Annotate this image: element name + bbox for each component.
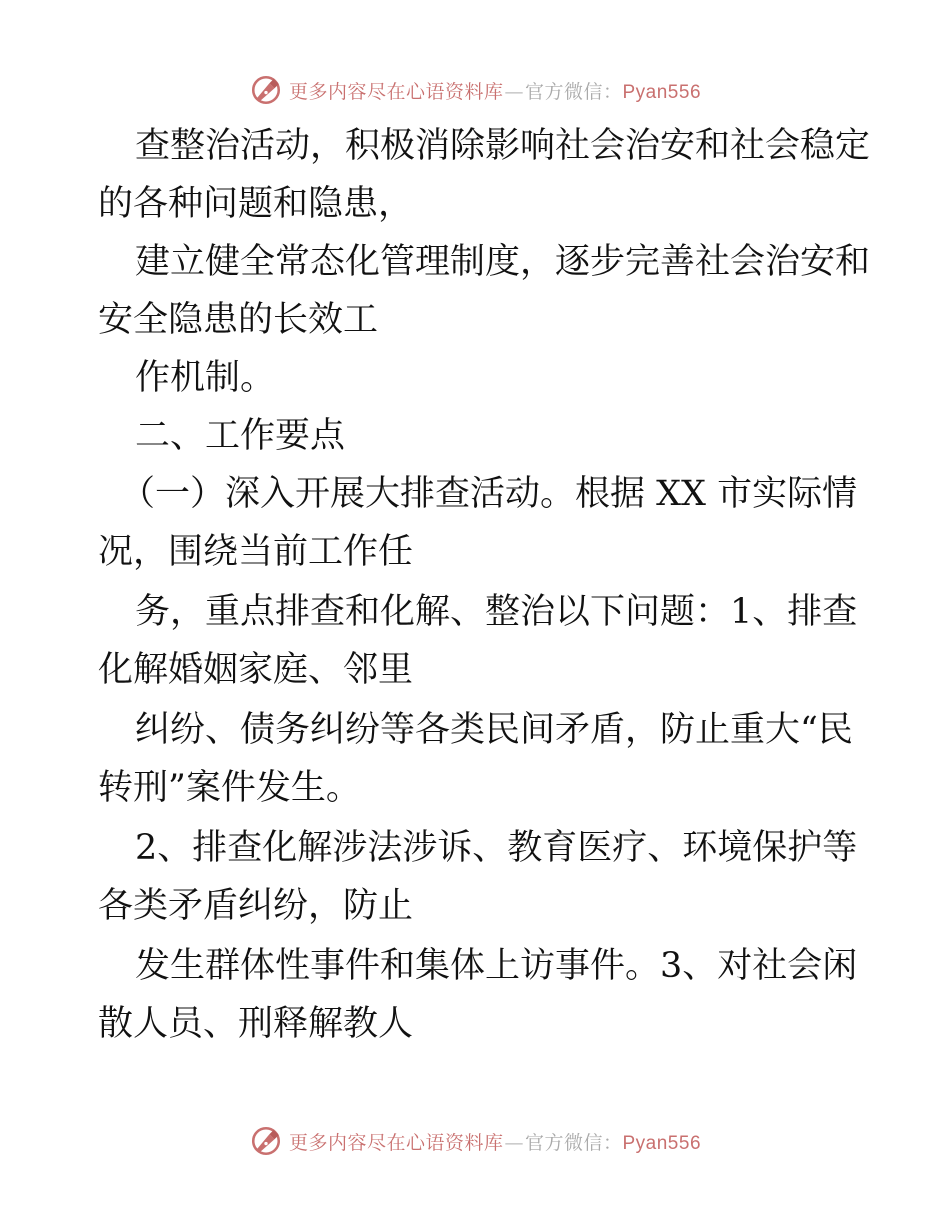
watermark-text (289, 1128, 701, 1155)
text-line: 散人员、刑释解教人 (98, 1004, 414, 1044)
text-line: 作机制。 (135, 358, 276, 398)
text-line: 的各种问题和隐患， (98, 184, 414, 224)
text-line: 况，围绕当前工作任 (98, 532, 414, 572)
watermark-separator: — (504, 80, 524, 103)
text-line: 发生群体性事件和集体上访事件。3、对社会闲 (135, 946, 858, 986)
header-watermark (0, 70, 950, 110)
text-line: 查整治活动，积极消除影响社会治安和社会稳定 (135, 126, 871, 166)
pen-nib-logo-icon (249, 73, 283, 107)
text-line: 2、排查化解涉法涉诉、教育医疗、环境保护等 (135, 828, 858, 868)
watermark-official-label: 官方微信： (524, 1131, 623, 1154)
text-line: 纠纷、债务纠纷等各类民间矛盾，防止重大“民 (135, 710, 853, 750)
text-line: 安全隐患的长效工 (98, 300, 379, 340)
footer-watermark (0, 1121, 950, 1161)
watermark-official-label: 官方微信： (524, 80, 623, 103)
watermark-brand: 更多内容尽在心语资料库 (288, 80, 504, 103)
watermark-wechat-id: Pyan556 (622, 81, 702, 103)
pen-nib-logo-icon (249, 1124, 283, 1158)
watermark-wechat-id: Pyan556 (622, 1132, 702, 1154)
watermark-brand: 更多内容尽在心语资料库 (288, 1131, 504, 1154)
watermark-text (289, 77, 701, 104)
text-line: 务，重点排查和化解、整治以下问题：1、排查 (135, 592, 858, 632)
section-heading: 二、工作要点 (135, 416, 346, 456)
text-line: 化解婚姻家庭、邻里 (98, 650, 414, 690)
text-line: 建立健全常态化管理制度，逐步完善社会治安和 (135, 242, 871, 282)
text-line: 各类矛盾纠纷，防止 (98, 886, 414, 926)
text-line: （一）深入开展大排查活动。根据 XX 市实际情 (120, 474, 858, 514)
text-line: 转刑”案件发生。 (98, 768, 361, 808)
watermark-separator: — (504, 1131, 524, 1154)
